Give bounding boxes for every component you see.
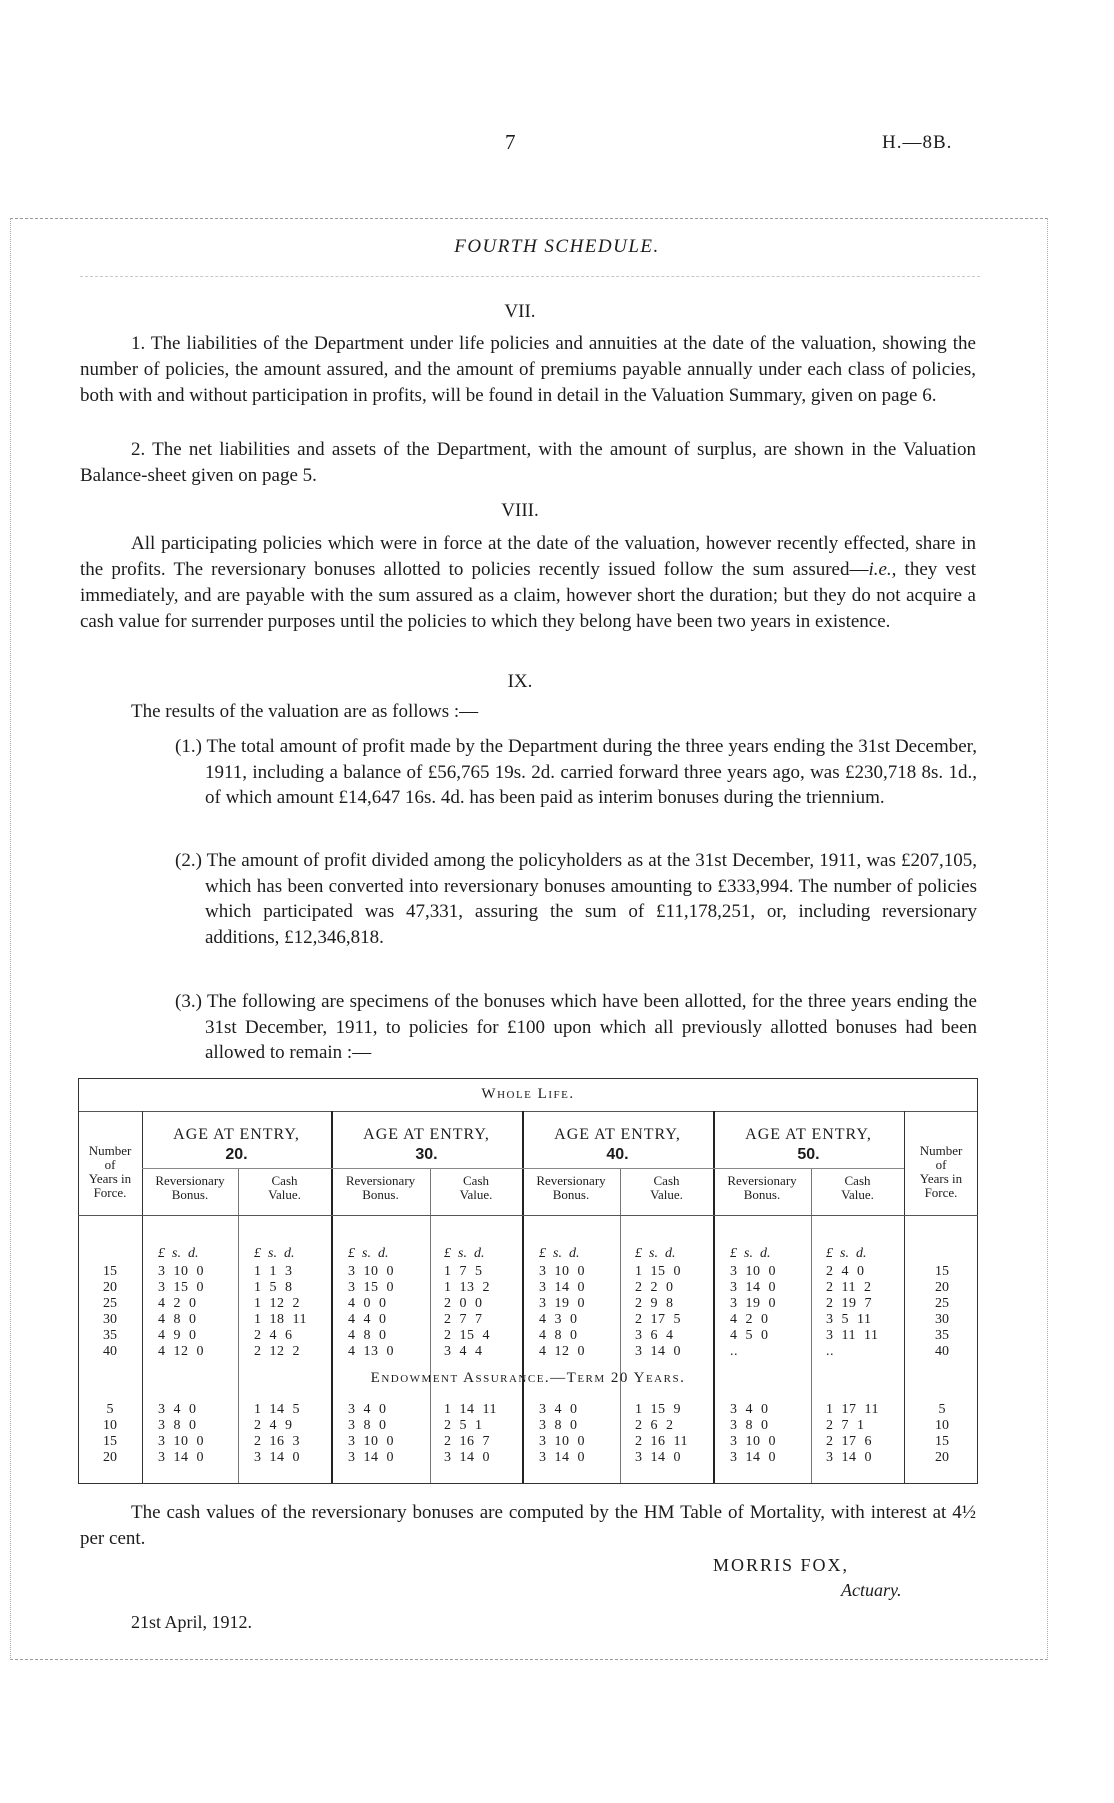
reversionary-bonus-cell: 4 9 0 bbox=[158, 1328, 197, 1343]
page-header bbox=[0, 130, 1114, 160]
years-in-force-label-left: Number of Years in Force. bbox=[88, 1143, 132, 1200]
cash-value-cell: 1 14 11 bbox=[444, 1402, 497, 1417]
reversionary-bonus-cell: 4 12 0 bbox=[539, 1344, 585, 1359]
footer-note: The cash values of the reversionary bonuses are computed by the HM Table of Mortality, with interest at 4½ per cent. bbox=[80, 1502, 976, 1549]
cash-value-cell: 2 11 2 bbox=[826, 1280, 872, 1295]
schedule-title: FOURTH SCHEDULE. bbox=[454, 236, 660, 257]
col-label-reversionary-bonus: Reversionary Bonus. bbox=[536, 1173, 606, 1202]
reversionary-bonus-cell: 4 4 0 bbox=[348, 1312, 387, 1327]
unit-label: £ s. d. bbox=[158, 1246, 199, 1261]
col-label-reversionary-bonus: Reversionary Bonus. bbox=[727, 1173, 797, 1202]
table-row bbox=[78, 1434, 978, 1450]
reversionary-bonus-cell: 3 14 0 bbox=[539, 1450, 585, 1465]
cash-value-cell: 3 11 11 bbox=[826, 1328, 879, 1343]
age-value-40: 40. bbox=[606, 1146, 629, 1163]
cash-value-cell: 2 16 3 bbox=[254, 1434, 300, 1449]
cash-value-cell: 2 5 1 bbox=[444, 1418, 483, 1433]
years-in-force-cell: 30 bbox=[935, 1312, 949, 1327]
cash-value-cell: 1 17 11 bbox=[826, 1402, 879, 1417]
reversionary-bonus-cell: 4 8 0 bbox=[539, 1328, 578, 1343]
cash-value-cell: 3 14 0 bbox=[635, 1450, 681, 1465]
years-in-force-cell: 15 bbox=[103, 1264, 117, 1279]
table-caption-endowment: Endowment Assurance.—Term 20 Years. bbox=[370, 1370, 686, 1386]
cash-value-cell: 1 15 9 bbox=[635, 1402, 681, 1417]
cash-value-cell: 1 14 5 bbox=[254, 1402, 300, 1417]
reversionary-bonus-cell: 3 14 0 bbox=[348, 1450, 394, 1465]
section-viii-paragraph: All participating policies which were in force at the date of the valuation, however recently effected, share in the profits. The reversionary bonuses allotted to policies recently issued follow the sum assured—i.e., they vest immediately, and are payable with the sum assured as a claim, however short the duration; but they do not acquire a cash value for surrender purposes until the policies to which they belong have been two years in existence. bbox=[80, 533, 976, 632]
sub-header-rule bbox=[142, 1168, 904, 1169]
years-in-force-cell: 40 bbox=[103, 1344, 117, 1359]
cash-value-cell: 3 14 0 bbox=[444, 1450, 490, 1465]
table-row bbox=[78, 1280, 978, 1296]
cash-value-cell: 1 1 3 bbox=[254, 1264, 293, 1279]
result-item-3: (3.) The following are specimens of the bonuses which have been allotted, for the three years ending the 31st December, 1911, to policies for £100 upon which all previously allotted bonuses had been allowed to remain :— bbox=[175, 991, 977, 1063]
col-label-cash-value: Cash Value. bbox=[268, 1173, 301, 1202]
cash-value-cell: 2 16 11 bbox=[635, 1434, 688, 1449]
col-label-reversionary-bonus: Reversionary Bonus. bbox=[155, 1173, 225, 1202]
reversionary-bonus-cell: 3 14 0 bbox=[730, 1450, 776, 1465]
cash-value-cell: 2 6 2 bbox=[635, 1418, 674, 1433]
age-heading-20: AGE AT ENTRY, bbox=[173, 1126, 300, 1143]
table-row bbox=[78, 1296, 978, 1312]
age-heading-30: AGE AT ENTRY, bbox=[363, 1126, 490, 1143]
reversionary-bonus-cell: 4 8 0 bbox=[158, 1312, 197, 1327]
col-label-cash-value: Cash Value. bbox=[841, 1173, 874, 1202]
section-vii-heading: VII. bbox=[504, 301, 536, 322]
title-divider bbox=[80, 276, 980, 277]
reversionary-bonus-cell: 4 2 0 bbox=[730, 1312, 769, 1327]
age-heading-40: AGE AT ENTRY, bbox=[554, 1126, 681, 1143]
signature-name: MORRIS FOX, bbox=[713, 1555, 850, 1575]
cash-value-cell: 2 15 4 bbox=[444, 1328, 490, 1343]
col-label-cash-value: Cash Value. bbox=[650, 1173, 683, 1202]
age-value-20: 20. bbox=[225, 1146, 248, 1163]
reversionary-bonus-cell: .. bbox=[730, 1344, 738, 1359]
cash-value-cell: 2 4 9 bbox=[254, 1418, 293, 1433]
cash-value-cell: 2 0 0 bbox=[444, 1296, 483, 1311]
cash-value-cell: 1 13 2 bbox=[444, 1280, 490, 1295]
cash-value-cell: 2 7 7 bbox=[444, 1312, 483, 1327]
cash-value-cell: 2 9 8 bbox=[635, 1296, 674, 1311]
cash-value-cell: 1 7 5 bbox=[444, 1264, 483, 1279]
reversionary-bonus-cell: 3 14 0 bbox=[158, 1450, 204, 1465]
table-row bbox=[78, 1344, 978, 1360]
cash-value-cell: 3 14 0 bbox=[635, 1344, 681, 1359]
reversionary-bonus-cell: 3 8 0 bbox=[158, 1418, 197, 1433]
reversionary-bonus-cell: 3 8 0 bbox=[539, 1418, 578, 1433]
cash-value-cell: 3 6 4 bbox=[635, 1328, 674, 1343]
document-reference: H.—8B. bbox=[882, 132, 953, 153]
cash-value-cell: 3 5 11 bbox=[826, 1312, 872, 1327]
cash-value-cell: 3 14 0 bbox=[254, 1450, 300, 1465]
col-label-cash-value: Cash Value. bbox=[459, 1173, 493, 1202]
reversionary-bonus-cell: 3 10 0 bbox=[158, 1434, 204, 1449]
cash-value-cell: .. bbox=[826, 1344, 834, 1359]
unit-label: £ s. d. bbox=[826, 1246, 867, 1261]
bonus-table bbox=[78, 1078, 978, 1484]
years-in-force-cell: 20 bbox=[935, 1450, 949, 1465]
years-in-force-cell: 5 bbox=[938, 1402, 946, 1417]
reversionary-bonus-cell: 3 10 0 bbox=[158, 1264, 204, 1279]
cash-value-cell: 1 18 11 bbox=[254, 1312, 307, 1327]
years-in-force-cell: 20 bbox=[935, 1280, 949, 1295]
cash-value-cell: 2 12 2 bbox=[254, 1344, 300, 1359]
reversionary-bonus-cell: 3 15 0 bbox=[158, 1280, 204, 1295]
reversionary-bonus-cell: 4 3 0 bbox=[539, 1312, 578, 1327]
years-in-force-cell: 15 bbox=[935, 1264, 949, 1279]
years-in-force-cell: 15 bbox=[103, 1434, 117, 1449]
cash-value-cell: 2 4 0 bbox=[826, 1264, 865, 1279]
table-top-rule bbox=[78, 1078, 978, 1079]
years-in-force-cell: 40 bbox=[935, 1344, 949, 1359]
years-in-force-cell: 20 bbox=[103, 1450, 117, 1465]
reversionary-bonus-cell: 3 14 0 bbox=[539, 1280, 585, 1295]
table-row bbox=[78, 1264, 978, 1280]
reversionary-bonus-cell: 3 8 0 bbox=[730, 1418, 769, 1433]
document-date: 21st April, 1912. bbox=[131, 1612, 253, 1632]
age-heading-50: AGE AT ENTRY, bbox=[745, 1126, 872, 1143]
cash-value-cell: 1 15 0 bbox=[635, 1264, 681, 1279]
table-row bbox=[78, 1418, 978, 1434]
years-in-force-cell: 35 bbox=[935, 1328, 949, 1343]
years-in-force-label-right: Number of Years in Force. bbox=[919, 1143, 963, 1200]
cash-value-cell: 2 7 1 bbox=[826, 1418, 865, 1433]
reversionary-bonus-cell: 3 15 0 bbox=[348, 1280, 394, 1295]
years-in-force-cell: 10 bbox=[103, 1418, 117, 1433]
reversionary-bonus-cell: 3 10 0 bbox=[730, 1434, 776, 1449]
reversionary-bonus-cell: 3 10 0 bbox=[348, 1264, 394, 1279]
reversionary-bonus-cell: 3 19 0 bbox=[539, 1296, 585, 1311]
reversionary-bonus-cell: 3 4 0 bbox=[730, 1402, 769, 1417]
section-vii-paragraph-1: 1. The liabilities of the Department under life policies and annuities at the date of the valuation, showing the number of policies, the amount assured, and the amount of premiums payable annually under each class of policies, both with and without participation in profits, will be found in detail in the Valuation Summary, given on page 6. bbox=[80, 333, 976, 406]
years-in-force-cell: 20 bbox=[103, 1280, 117, 1295]
unit-label: £ s. d. bbox=[444, 1246, 485, 1261]
reversionary-bonus-cell: 3 14 0 bbox=[730, 1280, 776, 1295]
section-vii-paragraph-2: 2. The net liabilities and assets of the Department, with the amount of surplus, are shown in the Valuation Balance-sheet given on page 5. bbox=[80, 439, 976, 486]
reversionary-bonus-cell: 3 4 0 bbox=[348, 1402, 387, 1417]
section-ix-intro: The results of the valuation are as follows :— bbox=[131, 701, 479, 722]
reversionary-bonus-cell: 3 4 0 bbox=[158, 1402, 197, 1417]
years-in-force-cell: 35 bbox=[103, 1328, 117, 1343]
cash-value-cell: 3 14 0 bbox=[826, 1450, 872, 1465]
caption-rule bbox=[78, 1111, 978, 1112]
header-bottom-rule bbox=[78, 1215, 978, 1216]
reversionary-bonus-cell: 3 10 0 bbox=[348, 1434, 394, 1449]
reversionary-bonus-cell: 3 10 0 bbox=[730, 1264, 776, 1279]
section-ix-heading: IX. bbox=[507, 671, 533, 692]
years-in-force-cell: 15 bbox=[935, 1434, 949, 1449]
table-row bbox=[78, 1402, 978, 1418]
years-in-force-cell: 25 bbox=[935, 1296, 949, 1311]
col-label-reversionary-bonus: Reversionary Bonus. bbox=[345, 1173, 416, 1202]
reversionary-bonus-cell: 3 19 0 bbox=[730, 1296, 776, 1311]
unit-label: £ s. d. bbox=[539, 1246, 580, 1261]
years-in-force-cell: 30 bbox=[103, 1312, 117, 1327]
cash-value-cell: 2 17 5 bbox=[635, 1312, 681, 1327]
reversionary-bonus-cell: 4 2 0 bbox=[158, 1296, 197, 1311]
age-value-30: 30. bbox=[415, 1146, 438, 1163]
table-bottom-rule bbox=[78, 1483, 978, 1484]
cash-value-cell: 1 12 2 bbox=[254, 1296, 300, 1311]
cash-value-cell: 2 2 0 bbox=[635, 1280, 674, 1295]
reversionary-bonus-cell: 4 5 0 bbox=[730, 1328, 769, 1343]
unit-label: £ s. d. bbox=[254, 1246, 295, 1261]
reversionary-bonus-cell: 3 8 0 bbox=[348, 1418, 387, 1433]
cash-value-cell: 1 5 8 bbox=[254, 1280, 293, 1295]
reversionary-bonus-cell: 4 8 0 bbox=[348, 1328, 387, 1343]
years-in-force-cell: 5 bbox=[106, 1402, 114, 1417]
unit-label: £ s. d. bbox=[348, 1246, 389, 1261]
table-row bbox=[78, 1450, 978, 1466]
cash-value-cell: 2 19 7 bbox=[826, 1296, 872, 1311]
cash-value-cell: 3 4 4 bbox=[444, 1344, 483, 1359]
reversionary-bonus-cell: 3 10 0 bbox=[539, 1434, 585, 1449]
reversionary-bonus-cell: 4 0 0 bbox=[348, 1296, 387, 1311]
years-in-force-cell: 25 bbox=[103, 1296, 117, 1311]
reversionary-bonus-cell: 4 12 0 bbox=[158, 1344, 204, 1359]
signature-title: Actuary. bbox=[841, 1580, 902, 1600]
reversionary-bonus-cell: 3 10 0 bbox=[539, 1264, 585, 1279]
unit-label: £ s. d. bbox=[635, 1246, 676, 1261]
cash-value-cell: 2 4 6 bbox=[254, 1328, 293, 1343]
table-caption-whole-life: Whole Life. bbox=[481, 1086, 575, 1102]
cash-value-cell: 2 16 7 bbox=[444, 1434, 490, 1449]
result-item-2: (2.) The amount of profit divided among the policyholders as at the 31st December, 1911, was £207,105, which has been converted into reversionary bonuses amounting to £333,994. The number of policies which participated was 47,331, assuring the sum of £11,178,251, or, including reversionary additions, £12,346,818. bbox=[175, 850, 977, 948]
unit-label: £ s. d. bbox=[730, 1246, 771, 1261]
section-viii-heading: VIII. bbox=[501, 500, 539, 521]
table-row bbox=[78, 1312, 978, 1328]
page-number: 7 bbox=[505, 130, 516, 154]
reversionary-bonus-cell: 4 13 0 bbox=[348, 1344, 394, 1359]
result-item-1: (1.) The total amount of profit made by the Department during the three years ending the 31st December, 1911, including a balance of £56,765 19s. 2d. carried forward three years ago, was £230,718 8s. 1d., of which amount £14,647 16s. 4d. has been paid as interim bonuses during the triennium. bbox=[175, 736, 977, 808]
years-in-force-cell: 10 bbox=[935, 1418, 949, 1433]
reversionary-bonus-cell: 3 4 0 bbox=[539, 1402, 578, 1417]
age-value-50: 50. bbox=[797, 1146, 820, 1163]
cash-value-cell: 2 17 6 bbox=[826, 1434, 872, 1449]
table-row bbox=[78, 1328, 978, 1344]
